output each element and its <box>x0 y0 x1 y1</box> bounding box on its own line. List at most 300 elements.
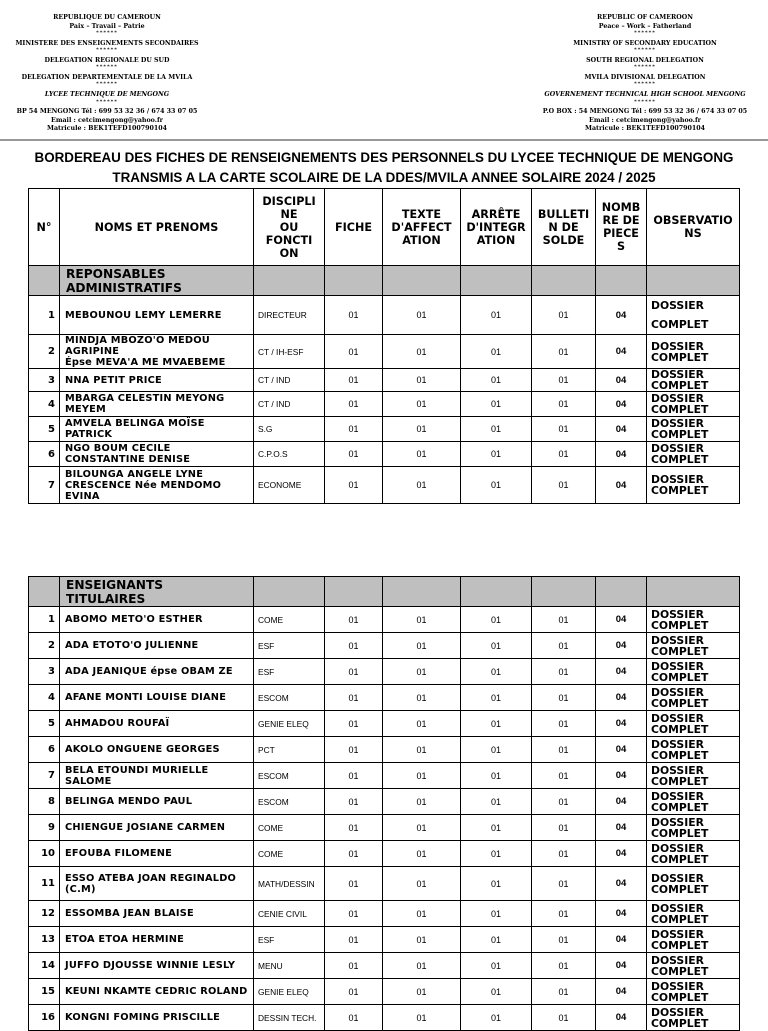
discipline-cell: C.P.O.S <box>254 442 325 467</box>
pieces-count-cell: 04 <box>596 711 647 737</box>
text-line: COMPLET <box>651 990 709 1004</box>
text-line: COMPLET <box>651 748 709 762</box>
text-line: BELINGA MENDO PAUL <box>65 796 193 807</box>
text-line: NGO BOUM CECILE <box>65 443 171 454</box>
discipline-cell: GENIE ELEQ <box>254 711 325 737</box>
pieces-count-cell: 04 <box>596 841 647 867</box>
letterhead-english <box>536 14 754 134</box>
discipline-cell: ESF <box>254 659 325 685</box>
pieces-count-cell: 04 <box>596 789 647 815</box>
texte-affectation-cell: 01 <box>383 867 461 901</box>
header-fiche: FICHE <box>325 189 383 266</box>
observation-cell <box>647 607 740 633</box>
discipline-cell: S.G <box>254 417 325 442</box>
observation-cell <box>647 392 740 417</box>
discipline-cell: CT / IH-ESF <box>254 335 325 369</box>
arrete-integration-cell: 01 <box>461 901 532 927</box>
fiche-cell: 01 <box>325 711 383 737</box>
observation-cell <box>647 659 740 685</box>
text-line: COMPLET <box>651 350 709 364</box>
republic-name: REPUBLIC OF CAMEROON <box>597 14 693 21</box>
bulletin-solde-cell: 01 <box>532 927 596 953</box>
text-line: DOSSIER <box>651 871 704 885</box>
texte-affectation-cell: 01 <box>383 607 461 633</box>
person-name <box>60 789 254 815</box>
observation-cell <box>647 1005 740 1031</box>
person-name <box>60 335 254 369</box>
text-line: COMPLET <box>651 826 709 840</box>
discipline-cell: ESCOM <box>254 763 325 789</box>
person-name <box>60 841 254 867</box>
section-cell-empty <box>383 266 461 296</box>
header-no: N° <box>29 189 60 266</box>
pieces-count-cell: 04 <box>596 737 647 763</box>
text-line: DOSSIER <box>651 417 704 430</box>
bulletin-solde-cell: 01 <box>532 659 596 685</box>
observation-cell <box>647 867 740 901</box>
row-number: 1 <box>29 607 60 633</box>
arrete-integration-cell: 01 <box>461 685 532 711</box>
row-number: 14 <box>29 953 60 979</box>
text-line: JUFFO DJOUSSE WINNIE LESLY <box>65 960 236 971</box>
text-line: SOLDE <box>542 233 585 247</box>
divisional-delegation: DELEGATION DEPARTEMENTALE DE LA MVILA <box>21 73 193 81</box>
text-line: NE <box>280 207 298 221</box>
pieces-count-cell: 04 <box>596 392 647 417</box>
arrete-integration-cell: 01 <box>461 789 532 815</box>
bulletin-solde-cell: 01 <box>532 901 596 927</box>
fiche-cell: 01 <box>325 417 383 442</box>
text-line: ETOA ETOA HERMINE <box>65 934 184 945</box>
text-line: COMPLET <box>651 722 709 736</box>
observation-cell <box>647 815 740 841</box>
school-name: GOVERNEMENT TECHNICAL HIGH SCHOOL MENGONG <box>544 90 746 98</box>
discipline-cell: CENIE CIVIL <box>254 901 325 927</box>
observation-cell <box>647 711 740 737</box>
table-row <box>29 979 740 1005</box>
bulletin-solde-cell: 01 <box>532 685 596 711</box>
row-number: 10 <box>29 841 60 867</box>
discipline-cell: COME <box>254 841 325 867</box>
bulletin-solde-cell: 01 <box>532 737 596 763</box>
bulletin-solde-cell: 01 <box>532 335 596 369</box>
fiche-cell: 01 <box>325 1005 383 1031</box>
row-number: 8 <box>29 789 60 815</box>
text-line: COMPLET <box>651 670 709 684</box>
observation-cell <box>647 369 740 392</box>
title-line-1: BORDEREAU DES FICHES DE RENSEIGNEMENTS DES PERSONNELS DU LYCEE TECHNIQUE DE MENGONG <box>34 150 734 165</box>
pieces-count-cell: 04 <box>596 369 647 392</box>
text-line: COMPLET <box>651 964 709 978</box>
text-line: S <box>616 240 626 253</box>
section-cell-empty <box>29 266 60 296</box>
pieces-count-cell: 04 <box>596 607 647 633</box>
header-nombre <box>596 189 647 266</box>
text-line: DOSSIER <box>651 473 704 486</box>
person-name <box>60 417 254 442</box>
row-number: 2 <box>29 633 60 659</box>
pieces-count-cell: 04 <box>596 901 647 927</box>
fiche-cell: 01 <box>325 685 383 711</box>
discipline-cell: COME <box>254 815 325 841</box>
text-line: OU <box>279 220 299 234</box>
observation-cell <box>647 335 740 369</box>
text-line: COMPLET <box>651 484 709 497</box>
bulletin-solde-cell: 01 <box>532 467 596 504</box>
stars-divider: ****** <box>634 47 656 54</box>
fiche-cell: 01 <box>325 335 383 369</box>
discipline-cell: PCT <box>254 737 325 763</box>
row-number: 9 <box>29 815 60 841</box>
text-line: DOSSIER <box>651 979 704 993</box>
person-name <box>60 867 254 901</box>
row-number: 3 <box>29 659 60 685</box>
section-cell-empty <box>29 577 60 607</box>
table-row <box>29 901 740 927</box>
text-line: DOSSIER <box>651 841 704 855</box>
text-line: NOMB <box>601 201 641 214</box>
text-line: DOSSIER <box>651 299 704 312</box>
discipline-cell: DIRECTEUR <box>254 296 325 335</box>
teachers-table <box>28 576 740 1031</box>
fiche-cell: 01 <box>325 789 383 815</box>
texte-affectation-cell: 01 <box>383 1005 461 1031</box>
person-name <box>60 467 254 504</box>
texte-affectation-cell: 01 <box>383 442 461 467</box>
person-name <box>60 296 254 335</box>
discipline-cell: ESCOM <box>254 789 325 815</box>
section-cell-empty <box>596 577 647 607</box>
text-line: CRESCENCE Née MENDOMO <box>65 479 222 491</box>
person-name <box>60 1005 254 1031</box>
bulletin-solde-cell: 01 <box>532 815 596 841</box>
row-number: 4 <box>29 392 60 417</box>
text-line: DOSSIER <box>651 659 704 673</box>
text-line: NNA PETIT PRICE <box>65 374 162 386</box>
school-contact: P.O BOX : 54 MENGONG Tél : 699 53 32 36 / 674 33 07 05 <box>542 108 748 116</box>
text-line: COMPLET <box>651 453 709 466</box>
stars-divider: ****** <box>634 30 656 37</box>
text-line: NS <box>684 227 702 240</box>
arrete-integration-cell: 01 <box>461 979 532 1005</box>
section-label <box>60 266 254 296</box>
bulletin-solde-cell: 01 <box>532 296 596 335</box>
table-row <box>29 685 740 711</box>
text-line: ENSEIGNANTS <box>66 577 164 592</box>
stars-divider: ****** <box>96 47 118 54</box>
pieces-count-cell: 04 <box>596 867 647 901</box>
header-discipline <box>254 189 325 266</box>
text-line: MINDJA MBOZO'O MEDOU <box>65 335 210 346</box>
header-divider <box>0 139 768 141</box>
national-motto: Paix – Travail – Patrie <box>69 22 145 30</box>
text-line: DOSSIER <box>651 711 704 725</box>
text-line: CHIENGUE JOSIANE CARMEN <box>65 822 226 833</box>
table-row <box>29 659 740 685</box>
discipline-cell: MATH/DESSIN <box>254 867 325 901</box>
fiche-cell: 01 <box>325 633 383 659</box>
fiche-cell: 01 <box>325 607 383 633</box>
person-name <box>60 737 254 763</box>
text-line: COMPLET <box>651 882 709 896</box>
pieces-count-cell: 04 <box>596 979 647 1005</box>
pieces-count-cell: 04 <box>596 927 647 953</box>
text-line: COMPLET <box>651 644 709 658</box>
text-line: AHMADOU ROUFAÏ <box>65 718 170 729</box>
observation-cell <box>647 953 740 979</box>
bulletin-solde-cell: 01 <box>532 392 596 417</box>
text-line: DOSSIER <box>651 442 704 455</box>
table-row <box>29 296 740 335</box>
table-row <box>29 711 740 737</box>
observation-cell <box>647 927 740 953</box>
text-line: AMVELA BELINGA MOÏSE <box>65 418 205 429</box>
person-name <box>60 763 254 789</box>
bulletin-solde-cell: 01 <box>532 607 596 633</box>
section-cell-empty <box>532 266 596 296</box>
texte-affectation-cell: 01 <box>383 763 461 789</box>
row-number: 2 <box>29 335 60 369</box>
texte-affectation-cell: 01 <box>383 979 461 1005</box>
school-name: LYCEE TECHNIQUE DE MENGONG <box>44 90 170 98</box>
header-texte <box>383 189 461 266</box>
person-name <box>60 953 254 979</box>
school-email: Email : cetcimengong@yahoo.fr <box>589 116 701 124</box>
text-line: DOSSIER <box>651 607 704 621</box>
observation-cell <box>647 467 740 504</box>
text-line: DOSSIER <box>651 789 704 803</box>
header-row <box>29 189 740 266</box>
texte-affectation-cell: 01 <box>383 659 461 685</box>
discipline-cell: ESF <box>254 633 325 659</box>
discipline-cell: DESSIN TECH. <box>254 1005 325 1031</box>
arrete-integration-cell: 01 <box>461 867 532 901</box>
fiche-cell: 01 <box>325 841 383 867</box>
text-line: RE DE <box>602 214 640 227</box>
text-line: ON <box>279 246 299 260</box>
header-name: NOMS ET PRENOMS <box>60 189 254 266</box>
discipline-cell: CT / IND <box>254 392 325 417</box>
fiche-cell: 01 <box>325 442 383 467</box>
texte-affectation-cell: 01 <box>383 633 461 659</box>
texte-affectation-cell: 01 <box>383 467 461 504</box>
table-row <box>29 815 740 841</box>
person-name <box>60 442 254 467</box>
text-line: COMPLET <box>651 852 709 866</box>
text-line: DOSSIER <box>651 815 704 829</box>
discipline-cell: CT / IND <box>254 369 325 392</box>
bulletin-solde-cell: 01 <box>532 763 596 789</box>
bulletin-solde-cell: 01 <box>532 789 596 815</box>
discipline-cell: ECONOME <box>254 467 325 504</box>
bulletin-solde-cell: 01 <box>532 442 596 467</box>
row-number: 16 <box>29 1005 60 1031</box>
bulletin-solde-cell: 01 <box>532 417 596 442</box>
text-line: ESSO ATEBA JOAN REGINALDO <box>65 872 237 884</box>
arrete-integration-cell: 01 <box>461 659 532 685</box>
table-row <box>29 442 740 467</box>
row-number: 11 <box>29 867 60 901</box>
observation-cell <box>647 901 740 927</box>
text-line: ATION <box>476 233 516 247</box>
person-name <box>60 392 254 417</box>
text-line: COMPLET <box>651 318 709 331</box>
section-header-row <box>29 577 740 607</box>
table-row <box>29 737 740 763</box>
text-line: DOSSIER <box>651 927 704 941</box>
text-line: CONSTANTINE DENISE <box>65 454 191 465</box>
regional-delegation: DELEGATION REGIONALE DU SUD <box>44 56 170 64</box>
text-line: DISCIPLI <box>262 194 316 208</box>
arrete-integration-cell: 01 <box>461 607 532 633</box>
texte-affectation-cell: 01 <box>383 841 461 867</box>
section-label <box>60 577 254 607</box>
table-row <box>29 392 740 417</box>
texte-affectation-cell: 01 <box>383 815 461 841</box>
text-line: COMPLET <box>651 403 709 416</box>
fiche-cell: 01 <box>325 659 383 685</box>
table-row <box>29 607 740 633</box>
table-row <box>29 867 740 901</box>
text-line: ADMINISTRATIFS <box>66 280 182 295</box>
observation-cell <box>647 296 740 335</box>
bulletin-solde-cell: 01 <box>532 979 596 1005</box>
text-line: EVINA <box>65 490 100 502</box>
text-line: KEUNI NKAMTE CEDRIC ROLAND <box>65 986 248 997</box>
table-row <box>29 633 740 659</box>
arrete-integration-cell: 01 <box>461 335 532 369</box>
observation-cell <box>647 633 740 659</box>
section-cell-empty <box>383 577 461 607</box>
text-line: TEXTE <box>401 207 442 221</box>
table-row <box>29 369 740 392</box>
texte-affectation-cell: 01 <box>383 737 461 763</box>
text-line: ESSOMBA JEAN BLAISE <box>65 908 194 919</box>
text-line: FONCTI <box>265 233 313 247</box>
divisional-delegation: MVILA DIVISIONAL DELEGATION <box>584 73 706 81</box>
pieces-count-cell: 04 <box>596 659 647 685</box>
arrete-integration-cell: 01 <box>461 417 532 442</box>
row-number: 1 <box>29 296 60 335</box>
stars-divider: ****** <box>634 81 656 88</box>
person-name <box>60 659 254 685</box>
section-header-row <box>29 266 740 296</box>
ministry-name: MINISTRY OF SECONDARY EDUCATION <box>573 39 717 47</box>
text-line: OBSERVATIO <box>653 214 733 227</box>
text-line: ABOMO METO'O ESTHER <box>65 614 203 625</box>
ministry-name: MINISTERE DES ENSEIGNEMENTS SECONDAIRES <box>15 39 199 47</box>
title-line-2: TRANSMIS A LA CARTE SCOLAIRE DE LA DDES/MVILA ANNEE SOLAIRE 2024 / 2025 <box>112 170 656 185</box>
row-number: 4 <box>29 685 60 711</box>
section-cell-empty <box>647 266 740 296</box>
fiche-cell: 01 <box>325 927 383 953</box>
pieces-count-cell: 04 <box>596 953 647 979</box>
texte-affectation-cell: 01 <box>383 711 461 737</box>
administrators-table <box>28 188 740 504</box>
row-number: 7 <box>29 763 60 789</box>
arrete-integration-cell: 01 <box>461 1005 532 1031</box>
text-line: PATRICK <box>65 429 113 440</box>
section-cell-empty <box>325 266 383 296</box>
school-matricule: Matricule : BEK1TEFD100790104 <box>584 125 705 133</box>
fiche-cell: 01 <box>325 763 383 789</box>
discipline-cell: MENU <box>254 953 325 979</box>
header-observations <box>647 189 740 266</box>
text-line: DOSSIER <box>651 737 704 751</box>
text-line: REPONSABLES <box>66 266 166 281</box>
fiche-cell: 01 <box>325 815 383 841</box>
section-cell-empty <box>596 266 647 296</box>
table-row <box>29 335 740 369</box>
person-name <box>60 633 254 659</box>
section-cell-empty <box>461 266 532 296</box>
school-contact: BP 54 MENGONG Tél : 699 53 32 36 / 674 33 07 05 <box>16 108 198 116</box>
person-name <box>60 901 254 927</box>
letterhead-french <box>2 14 212 134</box>
table-row <box>29 417 740 442</box>
bulletin-solde-cell: 01 <box>532 711 596 737</box>
pieces-count-cell: 04 <box>596 633 647 659</box>
text-line: PIECE <box>603 227 639 240</box>
texte-affectation-cell: 01 <box>383 296 461 335</box>
pieces-count-cell: 04 <box>596 815 647 841</box>
section-cell-empty <box>647 577 740 607</box>
arrete-integration-cell: 01 <box>461 442 532 467</box>
row-number: 15 <box>29 979 60 1005</box>
texte-affectation-cell: 01 <box>383 953 461 979</box>
header-arrete <box>461 189 532 266</box>
bulletin-solde-cell: 01 <box>532 633 596 659</box>
text-line: TITULAIRES <box>66 591 146 606</box>
text-line: DOSSIER <box>651 368 704 381</box>
discipline-cell: ESCOM <box>254 685 325 711</box>
arrete-integration-cell: 01 <box>461 737 532 763</box>
text-line: BILOUNGA ANGELE LYNE <box>65 468 204 480</box>
person-name <box>60 711 254 737</box>
republic-name: REPUBLIQUE DU CAMEROUN <box>53 14 161 21</box>
arrete-integration-cell: 01 <box>461 296 532 335</box>
section-cell-empty <box>254 577 325 607</box>
row-number: 7 <box>29 467 60 504</box>
table-row <box>29 1005 740 1031</box>
fiche-cell: 01 <box>325 369 383 392</box>
row-number: 5 <box>29 711 60 737</box>
arrete-integration-cell: 01 <box>461 392 532 417</box>
table-row <box>29 927 740 953</box>
text-line: EFOUBA FILOMENE <box>65 848 173 859</box>
text-line: COMPLET <box>651 800 709 814</box>
text-line: COMPLET <box>651 428 709 441</box>
section-cell-empty <box>325 577 383 607</box>
stars-divider: ****** <box>96 30 118 37</box>
text-line: DOSSIER <box>651 392 704 405</box>
row-number: 6 <box>29 737 60 763</box>
observation-cell <box>647 979 740 1005</box>
text-line: DOSSIER <box>651 901 704 915</box>
row-number: 12 <box>29 901 60 927</box>
observation-cell <box>647 685 740 711</box>
texte-affectation-cell: 01 <box>383 335 461 369</box>
text-line: ADA ETOTO'O JULIENNE <box>65 640 199 651</box>
observation-cell <box>647 442 740 467</box>
text-line: KONGNI FOMING PRISCILLE <box>65 1012 221 1023</box>
texte-affectation-cell: 01 <box>383 369 461 392</box>
stars-divider: ****** <box>634 98 656 105</box>
observation-cell <box>647 737 740 763</box>
pieces-count-cell: 04 <box>596 685 647 711</box>
text-line: MEYEM <box>65 404 106 415</box>
text-line: AKOLO ONGUENE GEORGES <box>65 744 220 755</box>
